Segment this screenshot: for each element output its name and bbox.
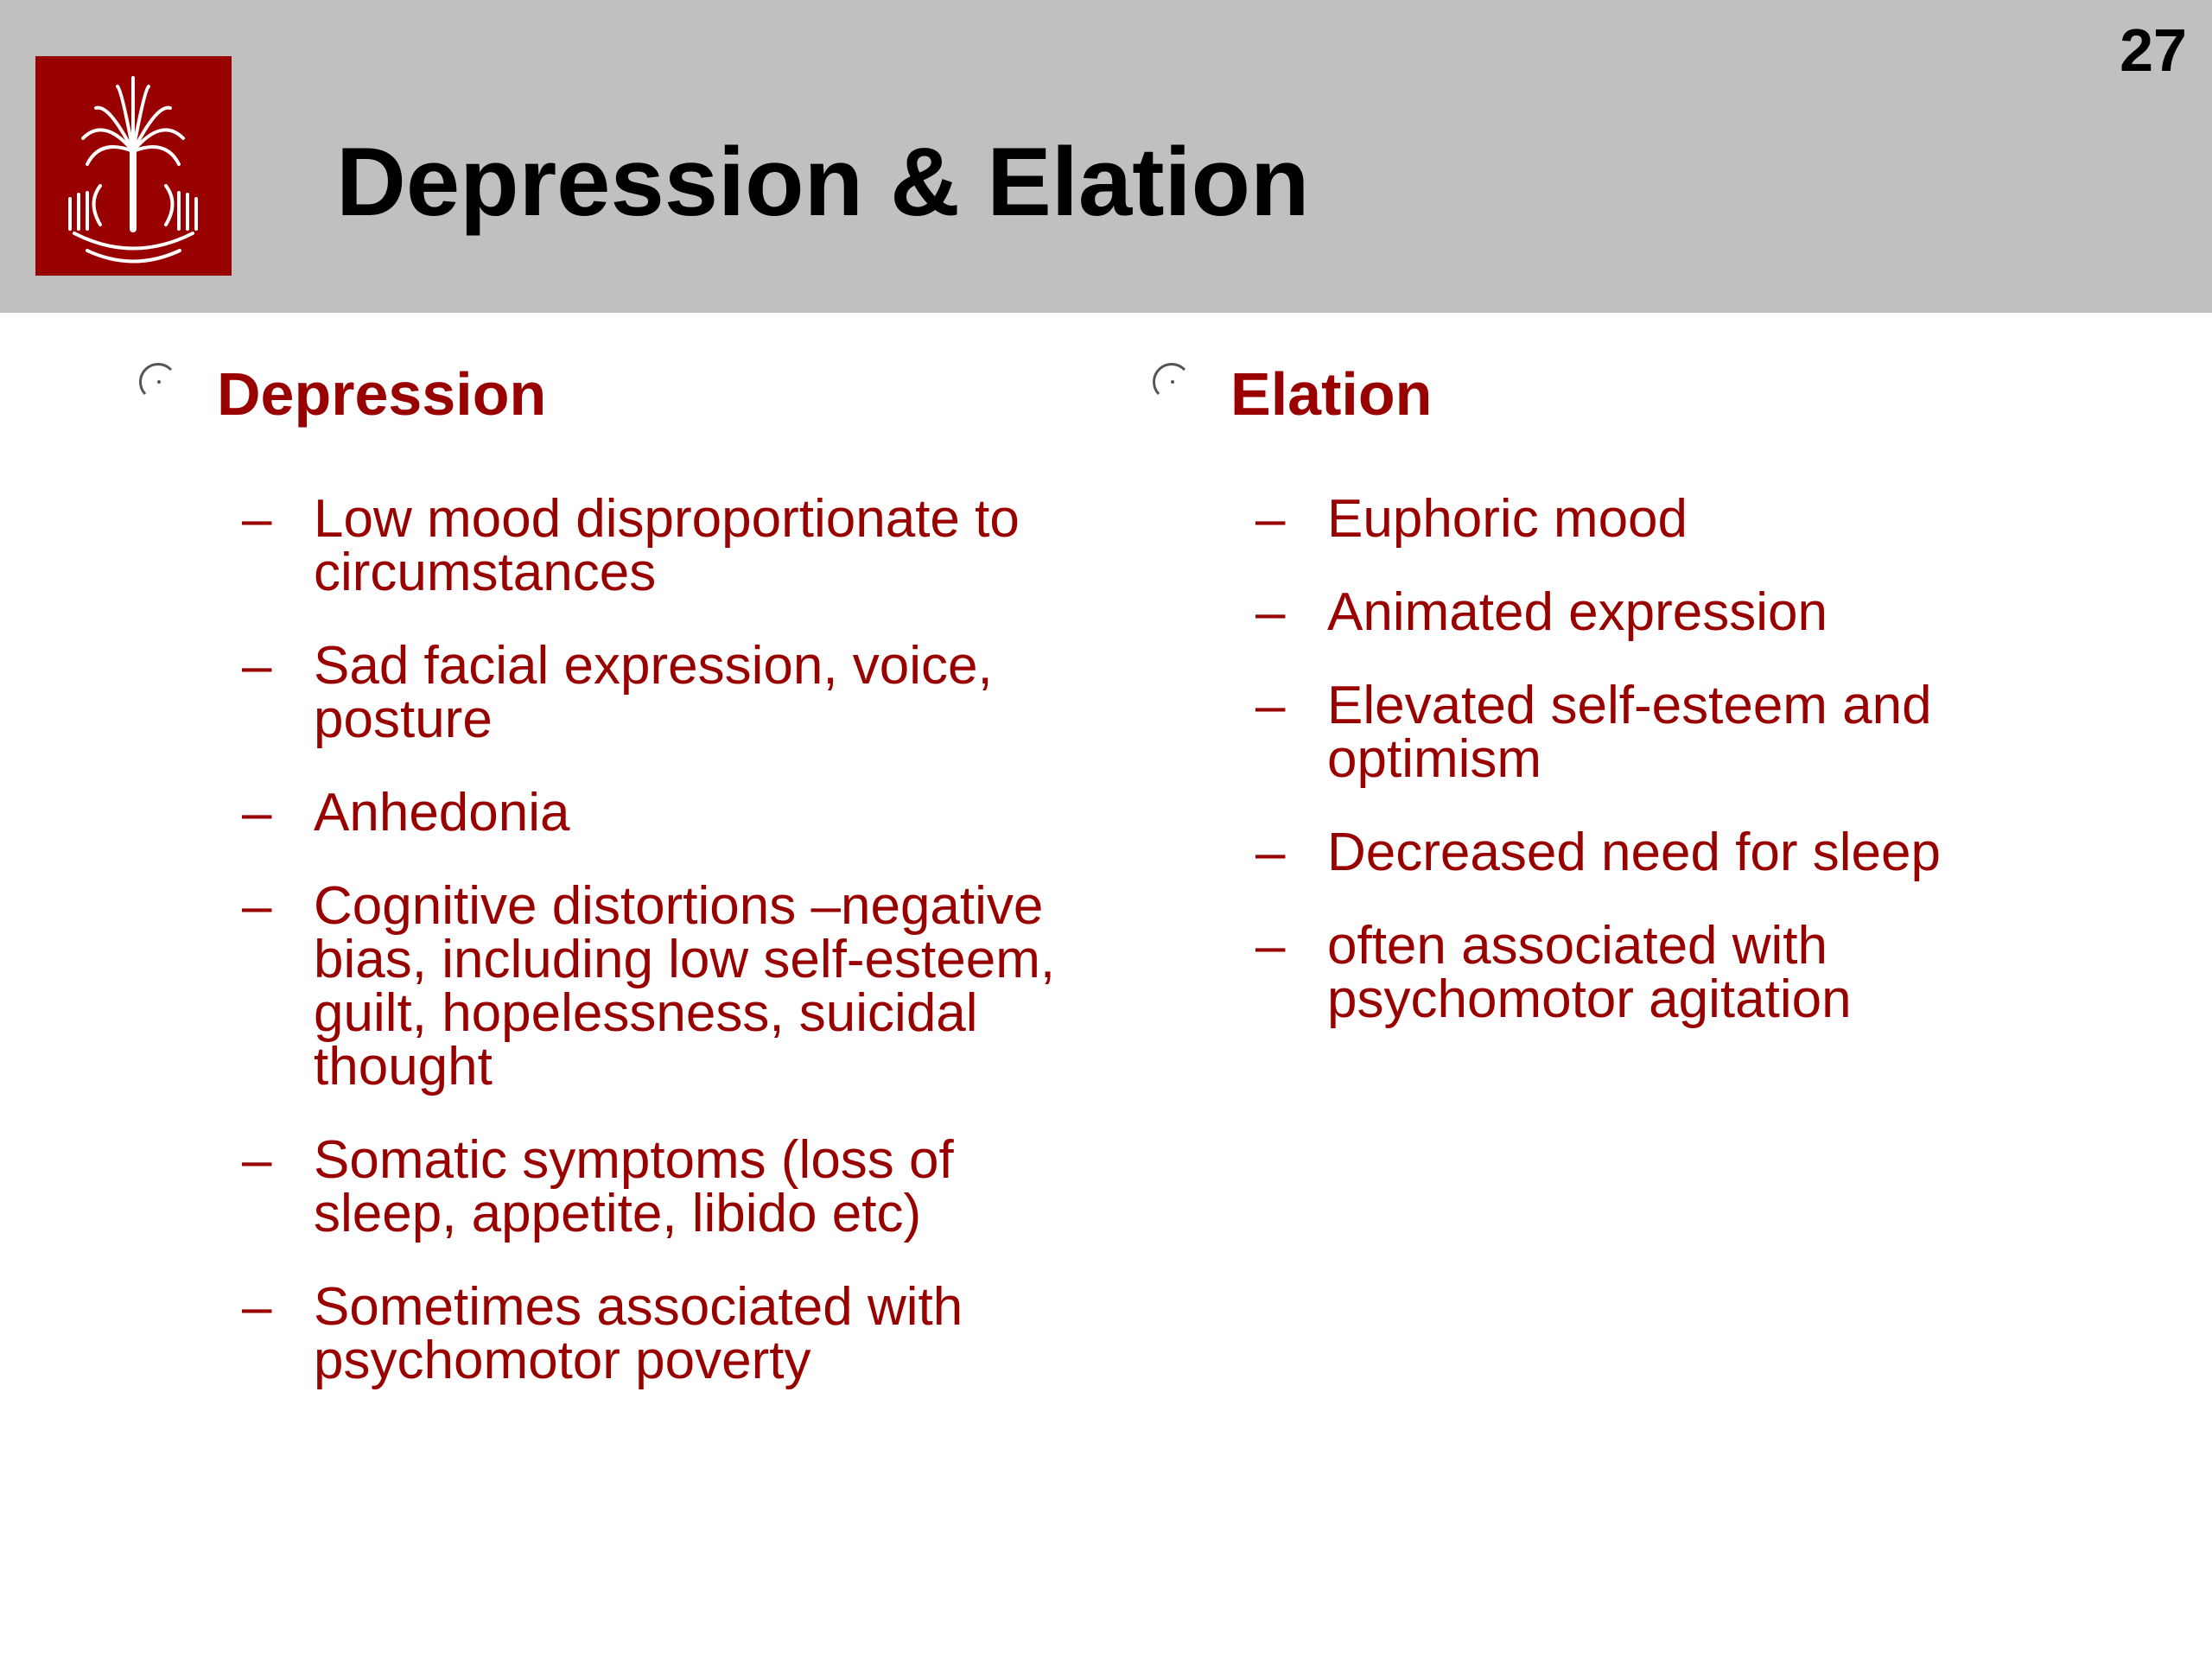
list-item [1150,676,2101,789]
elation-heading: Elation [1230,360,1433,428]
elation-list [1150,489,2101,1029]
dash-marker: – [242,876,272,936]
list-item [137,876,1087,1096]
dash-marker: – [1255,489,1286,549]
column-heading [137,354,1087,432]
dash-marker: – [242,783,272,842]
item-text: often associated with psychomotor agitation [1327,916,1852,1029]
dash-marker: – [242,489,272,549]
item-text: Elevated self-esteem and optimism [1327,676,1932,789]
dash-marker: – [1255,582,1286,642]
item-text: Anhedonia [314,783,570,842]
list-item [1150,916,2101,1029]
item-text: Decreased need for sleep [1327,823,1942,882]
item-text: Euphoric mood [1327,489,1688,549]
depression-heading: Depression [217,360,547,428]
column-heading [1150,354,2101,432]
slide-number: 27 [2120,16,2187,84]
list-item [137,783,1087,842]
slide-header [0,0,2212,313]
depression-list [137,489,1087,1390]
slide-title: Depression & Elation [336,128,1310,236]
list-item [137,1277,1087,1390]
list-item [1150,489,2101,549]
dash-marker: – [242,1277,272,1337]
circle-bullet-icon [137,359,181,404]
dash-marker: – [1255,823,1286,882]
elation-column [1150,354,2101,1066]
item-text: Animated expression [1327,582,1827,642]
dash-marker: – [1255,916,1286,976]
dash-marker: – [242,636,272,696]
depression-column [137,354,1087,1427]
university-logo [35,56,232,276]
dash-marker: – [1255,676,1286,735]
item-text: Sometimes associated with psychomotor poverty [314,1277,963,1390]
list-item [137,489,1087,602]
item-text: Somatic symptoms (loss of sleep, appetite, libido etc) [314,1130,954,1243]
dash-marker: – [242,1130,272,1190]
list-item [137,636,1087,749]
item-text: Sad facial expression, voice, posture [314,636,993,749]
circle-bullet-icon [1150,359,1195,404]
item-text: Cognitive distortions –negative bias, including low self-esteem, guilt, hopelessness, suicidal thought [314,876,1056,1096]
item-text: Low mood disproportionate to circumstances [314,489,1020,602]
palmetto-seal-icon [35,56,232,276]
list-item [1150,582,2101,642]
list-item [137,1130,1087,1243]
list-item [1150,823,2101,882]
